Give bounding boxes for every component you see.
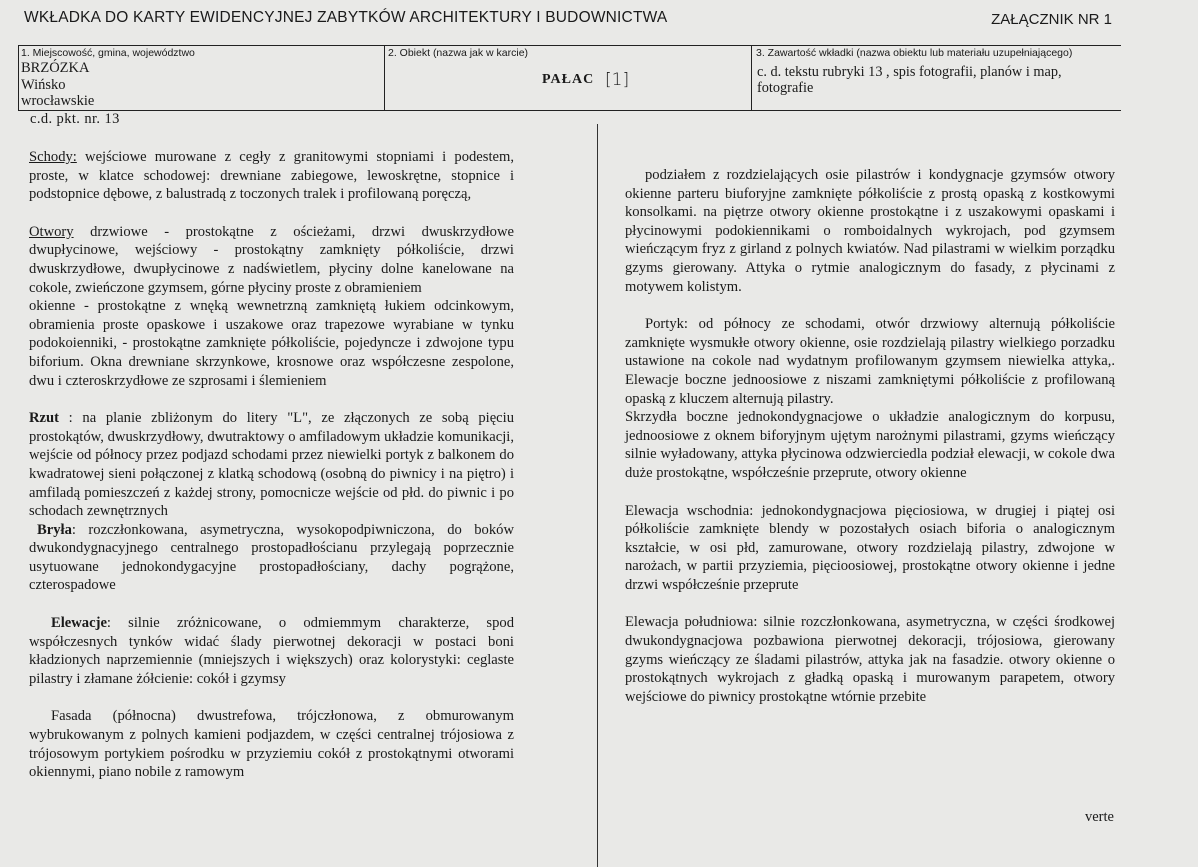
location-commune: Wińsko — [21, 77, 66, 93]
contents-label: 3. Zawartość wkładki (nazwa obiektu lub materiału uzupełniającego) — [756, 47, 1073, 59]
object-number: [1] — [605, 70, 630, 90]
openings-heading: Otwory — [29, 223, 74, 240]
header-box-bottom-border — [18, 110, 1121, 111]
annex-label: ZAŁĄCZNIK NR 1 — [991, 11, 1112, 28]
left-column — [29, 148, 514, 782]
plan-heading: Rzut — [29, 410, 59, 427]
header-box-divider-2 — [751, 45, 752, 111]
header-box-left-border — [18, 45, 19, 111]
massing-heading: Bryła — [37, 521, 72, 538]
openings-text: drzwiowe - prostokątne z ościeżami, drzwi dwuskrzydłowe dwupłycinowe, wejściowy - prostokątny zamknięty półkoliście, drzwi dwuskrzydłowe, dwupłycinowe z nadświetlem, płyciny dolne kanelowane na cokole, zwieńczone gzymsem, górne płyciny proste z obramieniem — [29, 223, 514, 296]
facade-paragraph: Fasada (północna) dwustrefowa, trójczłonowa, z obmurowanym wybrukowanym z polnych kamieni podjazdem, w części centralnej trójosiowa z trójosowym portykiem pośrodku w przyziemiu cokół z prostokątnymi otworami okiennymi, piano nobile z ramowym — [29, 708, 514, 781]
column-divider — [597, 124, 598, 867]
location-label: 1. Miejscowość, gmina, województwo — [21, 47, 195, 59]
stairs-text: wejściowe murowane z cegły z granitowymi stopniami i podestem, proste, w klatce schodowej: drewniane zabiegowe, lewoskrętne, stopnice i podstopnice dębowe, z balustradą z toczonych tralek i profilowaną poręczą, — [29, 149, 514, 203]
right-column — [625, 166, 1115, 706]
location-voivodeship: wrocławskie — [21, 93, 95, 109]
object-label: 2. Obiekt (nazwa jak w karcie) — [388, 47, 529, 59]
openings-paragraph — [29, 223, 514, 297]
header-box-top-border — [18, 45, 1121, 46]
massing-text: : rozczłonkowana, asymetryczna, wysokopodpiwniczona, do boków dwukondygnacyjnego centralnego prostopadłościanu przylegają poprzecznie usytuowane jednokondygacyjne prostopadłościany, dachy pogrążone, czterospadowe — [29, 521, 514, 594]
continuation-note: c.d. pkt. nr. 13 — [30, 111, 120, 127]
stairs-paragraph — [29, 148, 514, 204]
form-title: WKŁADKA DO KARTY EWIDENCYJNEJ ZABYTKÓW ARCHITEKTURY I BUDOWNICTWA — [24, 9, 668, 26]
verte-note: verte — [1085, 809, 1114, 825]
south-elevation-paragraph: Elewacja południowa: silnie rozczłonkowana, asymetryczna, w części środkowej dwukondygnacjowa pozbawiona pierwotnej dekoracji, trójosiowa, gierowany gzyms wieńczący ze śladami pilastrów, attyka jak na fasadzie. otwory okienne o prostokątnych wykrojach z gładką opaską i murowanym parapetem, otwory wejściowe do piwnicy prostokątne wtórnie przebite — [625, 614, 1115, 705]
header-box-divider-1 — [384, 45, 385, 111]
massing-paragraph — [29, 521, 514, 595]
side-wings-paragraph: Skrzydła boczne jednokondygnacjowe o układzie analogicznym do korpusu, jednoosiowe z oknem biforyjnym ujętym narożnymi pilastrami, gzyms wieńczący silnie wyładowany, attyka płycinowa odzwierciedla podział elewacji, w cokole dwa duże prostokątne, współcześnie przeprute, otwory okienne — [625, 409, 1115, 481]
portico-paragraph: Portyk: od północy ze schodami, otwór drzwiowy alternują półkoliście zamknięte wysmukłe otwory okienne, osie rozdzielają pilastry wielkiego porzadku ustawione na cokole nad wydatnym profilowanym gzymsem niewielka attyka,. Elewacje boczne jednoosiowe z niszami zamkniętymi półkoliście z profilowaną opaską z kluczem alternują pilastry. — [625, 316, 1115, 407]
location-village: BRZÓZKA — [21, 60, 90, 76]
elevations-text: : silnie zróżnicowane, o odmiemmym charakterze, spod współczesnych tynków widać ślady pierwotnej dekoracji w postaci boni kładzionych naprzemiennie (mniejszych i większych) oraz kolorystyki: ceglaste pilastry i złamane żółcienie: cokół i gzymsy — [29, 615, 514, 687]
stairs-heading: Schody: — [29, 149, 77, 165]
object-name: PAŁAC — [542, 72, 595, 87]
windows-paragraph: okienne - prostokątne z wnęką wewnetrzną zamkniętą łukiem odcinkowym, obramienia proste opaskowe i uszakowe oraz trapezowe wyrabiane w tynku podokoienniki, - prostokątne zamknięte półkoliście, pojedyncze i zdwojone typu biforium. Okna drewniane skrzynkowe, krosnowe oraz współczesne zespolone, dwu i czteroskrzydłowe ze szprosami i ślemieniem — [29, 298, 514, 389]
east-elevation-paragraph: Elewacja wschodnia: jednokondygnacjowa pięciosiowa, w drugiej i piątej osi półkoliście zamknięte blendy w pozostałych osiach biforia o analogicznym kształcie, w osi płd, zamurowane, otwory rozdzielają pilastry, zdwojone w narożach, w partii przyziemia, pięcioosiowej, prostokątne otwory okienne i jedne drzwi współcześnie przeprute — [625, 502, 1115, 593]
contents-line-1: c. d. tekstu rubryki 13 , spis fotografii, planów i map, — [757, 64, 1062, 80]
plan-paragraph — [29, 409, 514, 521]
plan-text: : na planie zbliżonym do litery "L", ze złączonych ze sobą pięciu prostokątów, dwuskrzydłowy, dwutraktowy o amfiladowym układzie komunikacji, wejście od północy przez podjazd schodami przez niewielki portyk z balkonem do kwadratowej sieni połączonej z klatką schodową (osobną do piwnicy i na piętro) i amfiladą pomieszczeń z każdej strony, pomocnicze wejście od płd. do piwnic i po schodach zewnętrznych — [29, 410, 514, 520]
contents-line-2: fotografie — [757, 80, 814, 96]
elevations-heading: Elewacje — [51, 615, 107, 632]
facade-continued-paragraph: podziałem z rozdzielających osie pilastrów i kondygnacje gzymsów otwory okienne parteru biuforyjne zamknięte półkoliście z prostą opaską z kostkowymi konsolkami. na piętrze otwory okienne prostokątne i z uszakowymi opaskami i płycinowymi podokiennikami o romboidalnych wykrojach, pod gzymsem wieńczącym fryz z girland z polnych kwiatów. Nad pilastrami w wielkim porządku gzyms gierowany. Attyka o rytmie analogicznym do fasady, z płycinami z motywem kolistym. — [625, 167, 1115, 295]
elevations-paragraph — [29, 614, 514, 688]
